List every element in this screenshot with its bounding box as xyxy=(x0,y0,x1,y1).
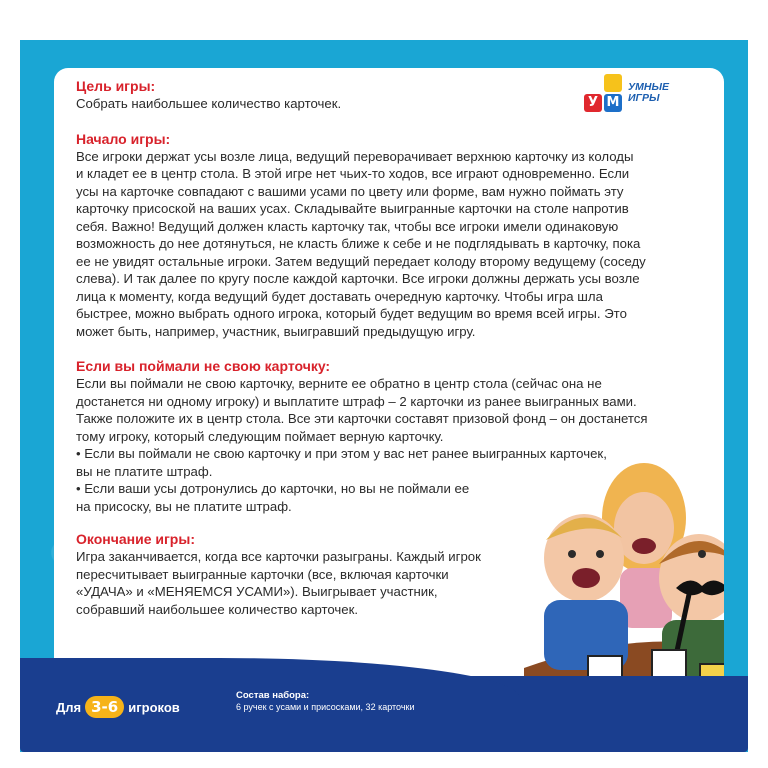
section-start-line: себя. Важно! Ведущий должен класть карточку так, чтобы все игроки имели одинаковую xyxy=(76,218,619,234)
contents-title: Состав набора: xyxy=(236,690,310,701)
section-end-line: Игра заканчивается, когда все карточки разыграны. Каждый игрок xyxy=(76,549,481,564)
section-wrong-card-line: Если вы поймали не свою карточку, верните ее обратно в центр стола (сейчас она не xyxy=(76,376,602,391)
section-goal-line: Собрать наибольшее количество карточек. xyxy=(76,96,342,111)
section-wrong-card-line: Также положите их в центр стола. Все эти карточки составят призовой фонд – он достанется xyxy=(76,411,648,426)
logo-line-1: УМНЫЕ xyxy=(628,81,669,93)
section-start-line: может быть, например, участник, выигравший предыдущую игру. xyxy=(76,323,476,339)
section-wrong-card-line: • Если вы поймали не свою карточку и при этом у вас нет ранее выигранных карточек, xyxy=(76,446,607,461)
footer-bar xyxy=(20,676,748,752)
players-suffix: игроков xyxy=(128,699,180,715)
section-end-line: «УДАЧА» и «МЕНЯЕМСЯ УСАМИ»). Выигрывает участник, xyxy=(76,584,438,599)
section-start-line: лица к моменту, когда ведущий будет доставать очередную карточку. Чтобы игра шла xyxy=(76,288,603,304)
players-count xyxy=(56,694,180,720)
section-end-line: собравший наибольшее количество карточек. xyxy=(76,601,359,617)
logo-line-2: ИГРЫ xyxy=(628,92,660,104)
players-range-badge: 3-6 xyxy=(85,696,124,718)
section-start-line: Все игроки держат усы возле лица, ведущий переворачивает верхнюю карточку из колоды xyxy=(76,148,634,164)
logo-cube-blue: М xyxy=(604,94,622,112)
section-start-line: и кладет ее в центр стола. В этой игре нет чьих-то ходов, все играют одновременно. Если xyxy=(76,166,630,181)
section-wrong-card-line: вы не платите штраф. xyxy=(76,463,213,479)
section-start-heading: Начало игры: xyxy=(76,130,171,147)
section-start-line: ее не увидят остальные игроки. Затем ведущий передает колоду второму ведущему (соседу xyxy=(76,253,646,269)
players-prefix: Для xyxy=(56,699,82,715)
section-wrong-card-line: • Если ваши усы дотронулись до карточки, но вы не поймали ее xyxy=(76,481,470,496)
section-wrong-card-line: достанется ни одному игроку) и выплатите штраф – 2 карточки из ранее выигранных вами. xyxy=(76,393,637,409)
contents-text: 6 ручек с усами и присосками, 32 карточки xyxy=(236,702,415,712)
section-start-line: карточку присоской на ваших усах. Складывайте выигранные карточки на столе напротив xyxy=(76,201,629,216)
section-wrong-card-line: тому игроку, который следующим поймает верную карточку. xyxy=(76,428,444,444)
section-end-heading: Окончание игры: xyxy=(76,531,195,547)
section-start-line: возможность до нее дотянуться, не класть ближе к себе и не подглядывать в карточку, пока xyxy=(76,236,641,251)
section-start-line: быстрее, можно выбрать одного игрока, который будет ведущим во время всей игры. Это xyxy=(76,306,627,321)
section-wrong-card-heading: Если вы поймали не свою карточку: xyxy=(76,358,331,374)
section-end-line: пересчитывает выигранные карточки (все, включая карточки xyxy=(76,566,449,582)
section-start-line: усы на карточке совпадают с вашими усами по цвету или форме, вам нужно поймать эту xyxy=(76,183,624,199)
rules-panel xyxy=(54,68,724,678)
logo-cube-red: У xyxy=(584,94,602,112)
section-start-line: слева). И так далее по кругу после каждой карточки. Все игроки должны держать усы возле xyxy=(76,271,640,286)
section-wrong-card-line: на присоску, вы не платите штраф. xyxy=(76,498,292,514)
section-goal-heading: Цель игры: xyxy=(76,78,156,94)
kids-photo xyxy=(524,368,724,678)
